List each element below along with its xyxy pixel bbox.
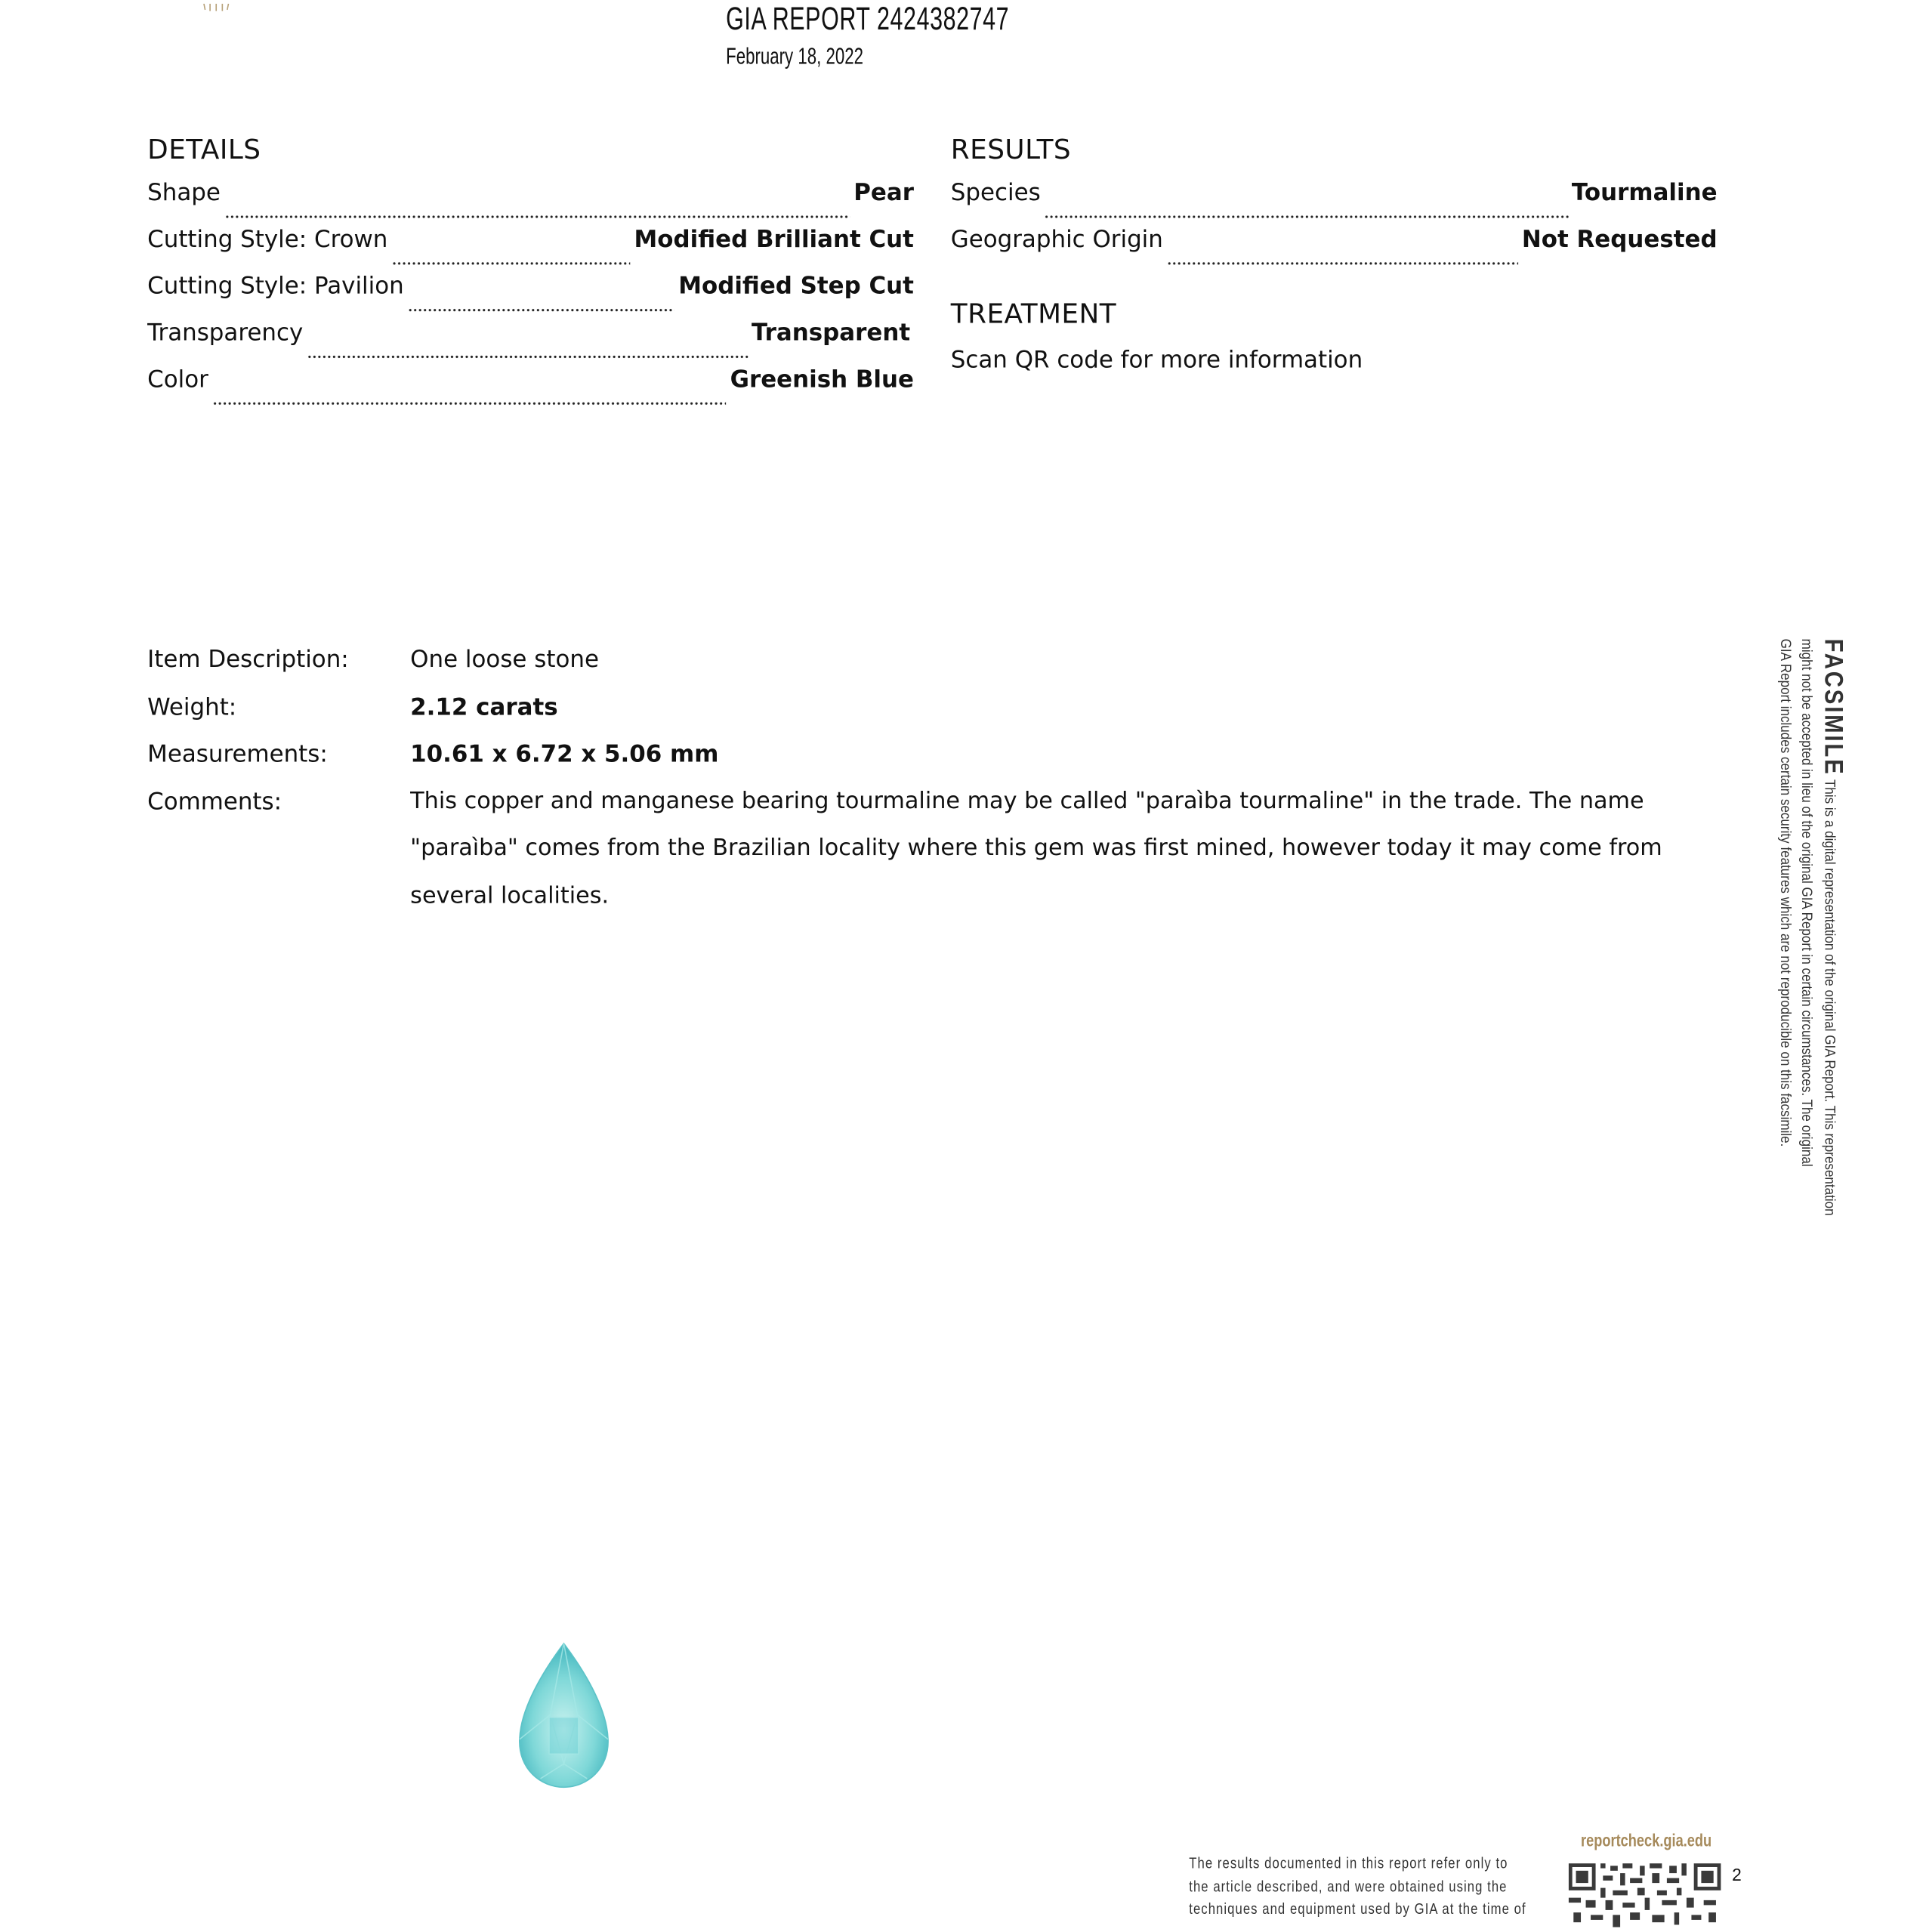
details-heading: DETAILS [147,134,261,166]
description-row [147,778,1732,920]
detail-label: Color [147,366,208,393]
detail-value: Modified Step Cut [678,273,914,300]
detail-value: Modified Brilliant Cut [634,226,914,254]
reportcheck-link[interactable]: reportcheck.gia.edu [1581,1830,1712,1850]
results-section [951,135,1718,374]
facsimile-notice [1775,638,1847,1302]
report-title: GIA REPORT 2424382747 [726,0,1010,37]
footer-disclaimer [1189,1852,1551,1920]
detail-value: Transparent [751,319,911,347]
dot-leader [307,355,748,359]
qr-code[interactable] [1569,1863,1721,1932]
treatment-heading: TREATMENT [950,299,1117,331]
item-description-section [147,636,1732,920]
treatment-text: Scan QR code for more information [950,346,1363,374]
detail-label: Cutting Style: Crown [147,226,388,254]
dot-leader [391,261,630,265]
detail-row [147,366,914,413]
facsimile-line-2: might not be accepted in lieu of the original GIA Report in certain circumstances. The original [1798,638,1816,1167]
detail-row [147,179,914,226]
facsimile-line-3: GIA Report includes certain security features which are not reproducible on this facsimile. [1777,638,1795,1147]
detail-row [147,226,914,273]
details-section [147,135,914,413]
facsimile-line-1: This is a digital representation of the original GIA Report. This representation [1821,779,1839,1216]
detail-value: Greenish Blue [730,366,914,393]
description-row [147,684,1732,731]
result-value: Not Requested [1521,226,1718,254]
results-heading: RESULTS [950,134,1072,166]
description-label: Item Description: [147,646,349,674]
description-row [147,731,1732,779]
detail-value: Pear [853,179,914,207]
disclaimer-line: The results documented in this report refer only to [1189,1854,1508,1872]
dot-leader [224,215,850,219]
dot-leader [212,402,727,406]
disclaimer-line: techniques and equipment used by GIA at the time of [1189,1900,1526,1918]
detail-label: Shape [147,179,221,207]
description-label: Comments: [147,788,282,816]
page-number: 2 [1732,1864,1742,1884]
result-label: Species [950,179,1041,207]
dot-leader [1167,261,1518,265]
detail-row [147,273,914,319]
facsimile-title: FACSIMILE [1819,638,1847,776]
weight-value: 2.12 carats [410,693,558,721]
description-label: Measurements: [147,740,328,768]
report-date: February 18, 2022 [726,44,863,70]
measurements-value: 10.61 x 6.72 x 5.06 mm [410,740,719,768]
dot-leader [408,308,675,312]
disclaimer-line: the article described, and were obtained using the [1189,1877,1508,1895]
description-value: One loose stone [410,646,599,674]
result-label: Geographic Origin [950,226,1163,254]
result-row [951,226,1718,273]
result-row [951,179,1718,226]
gia-logo-fragment [196,0,236,5]
comments-value: This copper and manganese bearing tourmaline may be called "paraìba tourmaline" in the trade. The name "paraìba" comes from the Brazilian locality where this gem was first mined, however today it may come from several localities. [410,788,1662,909]
detail-label: Cutting Style: Pavilion [147,273,404,300]
result-value: Tourmaline [1571,179,1718,207]
gem-image [516,1641,612,1796]
description-label: Weight: [147,693,237,721]
detail-label: Transparency [147,319,304,347]
description-row [147,636,1732,684]
detail-row [147,319,914,366]
dot-leader [1045,215,1568,219]
